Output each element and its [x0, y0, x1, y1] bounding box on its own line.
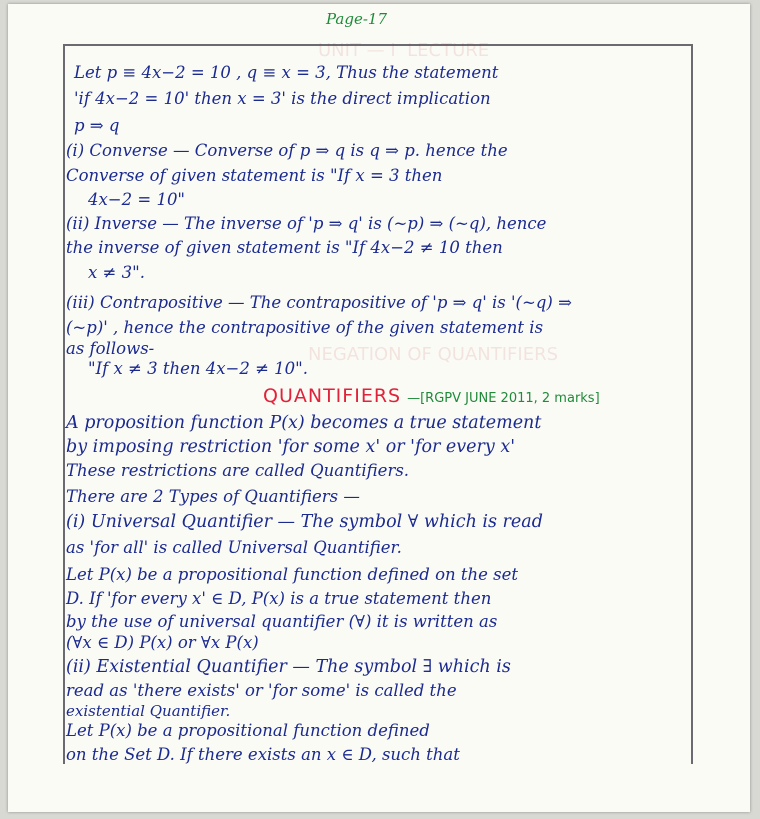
notebook-page — [8, 4, 750, 812]
text-line: There are 2 Types of Quantifiers — — [66, 487, 360, 506]
text-line: (iii) Contrapositive — The contrapositive of 'p ⇒ q' is '(~q) ⇒ — [66, 293, 572, 312]
text-line: Converse of given statement is "If x = 3 then — [66, 166, 443, 185]
text-line: 'if 4x−2 = 10' then x = 3' is the direct implication — [74, 89, 491, 108]
bleed-through-text-top: UNIT — I LECTURE — [318, 40, 490, 61]
text-line: by imposing restriction 'for some x' or 'for every x' — [66, 437, 516, 457]
text-line: (i) Converse — Converse of p ⇒ q is q ⇒ p. hence the — [66, 141, 508, 160]
section-title: QUANTIFIERS — [263, 385, 402, 407]
text-line: Let p ≡ 4x−2 = 10 , q ≡ x = 3, Thus the statement — [74, 63, 499, 82]
text-line: the inverse of given statement is "If 4x−2 ≠ 10 then — [66, 238, 503, 257]
text-line: read as 'there exists' or 'for some' is called the — [66, 681, 457, 700]
text-line: p ⇒ q — [74, 116, 120, 135]
text-line: Let P(x) be a propositional function defined — [66, 721, 430, 740]
text-line: "If x ≠ 3 then 4x−2 ≠ 10". — [88, 359, 308, 378]
text-line: D. If 'for every x' ∈ D, P(x) is a true statement then — [66, 589, 492, 608]
left-margin-rule — [63, 44, 65, 764]
text-line: A proposition function P(x) becomes a true statement — [66, 413, 542, 433]
right-margin-rule — [691, 44, 693, 764]
text-line: These restrictions are called Quantifiers. — [66, 461, 410, 480]
page-number: Page-17 — [326, 10, 387, 28]
bleed-through-text: NEGATION OF QUANTIFIERS — [308, 344, 558, 365]
section-reference: —[RGPV JUNE 2011, 2 marks] — [407, 391, 600, 406]
text-line: as 'for all' is called Universal Quantifier. — [66, 538, 402, 557]
text-line: 4x−2 = 10" — [88, 190, 186, 209]
text-line: by the use of universal quantifier (∀) it is written as — [66, 612, 498, 631]
text-line: x ≠ 3". — [88, 263, 145, 282]
text-line: (∀x ∈ D) P(x) or ∀x P(x) — [66, 633, 259, 652]
text-line: Let P(x) be a propositional function defined on the set — [66, 565, 519, 584]
text-line: as follows- — [66, 339, 155, 358]
text-line: existential Quantifier. — [66, 702, 231, 720]
section-heading — [263, 385, 600, 407]
text-line: (ii) Existential Quantifier — The symbol ∃ which is — [66, 657, 511, 677]
text-line: (ii) Inverse — The inverse of 'p ⇒ q' is (~p) ⇒ (~q), hence — [66, 214, 547, 233]
text-line: (~p)' , hence the contrapositive of the given statement is — [66, 318, 544, 337]
text-line: (i) Universal Quantifier — The symbol ∀ which is read — [66, 512, 543, 532]
text-line: on the Set D. If there exists an x ∈ D, such that — [66, 745, 460, 764]
